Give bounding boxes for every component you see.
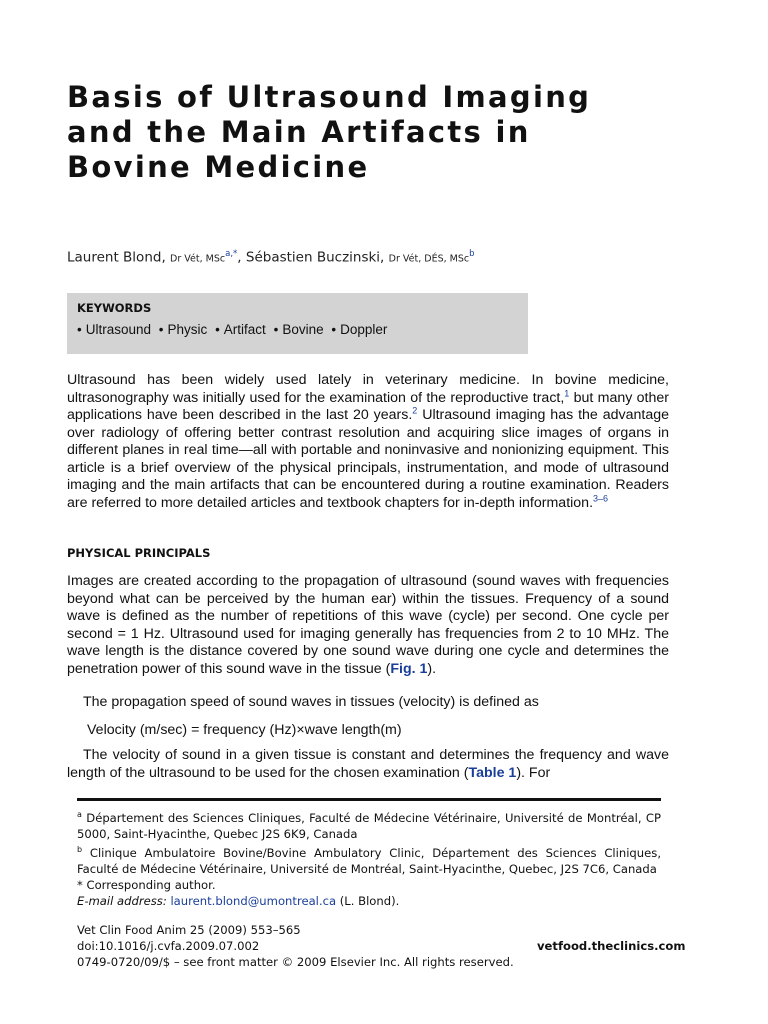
- journal-citation: Vet Clin Food Anim 25 (2009) 553–565: [77, 923, 301, 937]
- keyword-bullet: •: [331, 322, 337, 337]
- email-label: E-mail address:: [77, 893, 167, 908]
- keywords-list: [77, 322, 391, 337]
- footnote-a-mark: a: [77, 810, 82, 819]
- keyword-item: Artifact: [223, 322, 266, 337]
- footnote-b: [77, 842, 661, 877]
- copyright: 0749-0720/09/$ – see front matter © 2009 Elsevier Inc. All rights reserved.: [77, 955, 514, 969]
- journal-website[interactable]: vetfood.theclinics.com: [537, 939, 686, 953]
- keyword-item: Ultrasound: [85, 322, 152, 337]
- intro-text-2: but many other applications have been described in the last 20 years.: [67, 389, 669, 423]
- author-name-1: Laurent Blond,: [67, 249, 166, 266]
- author-degrees-2: Dr Vét, DÉS, MSc: [388, 253, 470, 265]
- physical-text-3-end: ). For: [516, 764, 551, 781]
- physical-text-1-end: ).: [427, 660, 437, 677]
- figure-1-link[interactable]: Fig. 1: [390, 660, 428, 677]
- velocity-formula: Velocity (m/sec) = frequency (Hz)×wave length(m): [87, 722, 402, 738]
- author-affiliation-marks-1[interactable]: a,*: [225, 249, 238, 259]
- physical-paragraph-1: [67, 573, 669, 678]
- footnote-a: [77, 807, 661, 842]
- physical-paragraph-3: [67, 747, 669, 782]
- doi[interactable]: doi:10.1016/j.cvfa.2009.07.002: [77, 939, 260, 953]
- keywords-heading: KEYWORDS: [77, 301, 152, 315]
- keyword-item: Bovine: [282, 322, 324, 337]
- keyword-item: Physic: [167, 322, 208, 337]
- intro-paragraph: [67, 372, 669, 512]
- author-name-2: Sébastien Buczinski,: [245, 249, 385, 266]
- footnote-b-mark: b: [77, 844, 83, 854]
- physical-paragraph-2: The propagation speed of sound waves in tissues (velocity) is defined as: [83, 694, 539, 710]
- footnote-a-text: Département des Sciences Cliniques, Faculté de Médecine Vétérinaire, Université de Montréal, CP 5000, Saint-Hyacinthe, Quebec J2S 6K9, Canada: [77, 810, 661, 841]
- citation-link-1[interactable]: 1: [564, 387, 570, 398]
- footnotes: [77, 807, 661, 909]
- intro-text-3: Ultrasound imaging has the advantage over radiology of offering better contrast resolution and acquiring slice images of organs in different planes in real time—all with portable and noninvasive and nonionizing equipment. This article is a brief overview of the physical principals, instrumentation, and mode of ultrasound imaging and the main artifacts that can be encountered during a routine examination. Readers are referred to more detailed articles and textbook chapters for in-depth information.: [67, 407, 669, 511]
- email-link[interactable]: laurent.blond@umontreal.ca: [170, 893, 337, 908]
- keywords-box: [67, 293, 528, 354]
- section-heading: PHYSICAL PRINCIPALS: [67, 546, 211, 560]
- keyword-item: Doppler: [340, 322, 388, 337]
- author-line: Laurent Blond, Dr Vét, MSc$^{a,*}$, Sébastien Buczinski, Dr Vét, DÉS, MSc$^b$: [67, 249, 475, 266]
- footnote-b-text: Clinique Ambulatoire Bovine/Bovine Ambulatory Clinic, Département des Sciences Cliniques, Faculté de Médecine Vétérinaire, Université de Montréal, Saint-Hyacinthe, Quebec, J2S 7C6, Canada: [77, 845, 661, 876]
- email-suffix: (L. Blond).: [336, 893, 400, 908]
- citation-link-2[interactable]: 2: [412, 405, 418, 416]
- table-1-link[interactable]: Table 1: [468, 764, 517, 781]
- footnote-divider: [77, 798, 661, 801]
- journal-info: [77, 922, 514, 970]
- keyword-bullet: •: [273, 322, 279, 337]
- corresponding-author: * Corresponding author.: [77, 877, 216, 892]
- physical-text-1: Images are created according to the propagation of ultrasound (sound waves with frequencies beyond what can be perceived by the human ear) within the tissues. Frequency of a sound wave is defined as the number of repetitions of this wave (cycle) per second. One cycle per second = 1 Hz. Ultrasound used for imaging generally has frequencies from 2 to 10 MHz. The wave length is the distance covered by one sound wave during one cycle and determines the penetration power of this sound wave in the tissue (: [67, 573, 669, 677]
- keyword-bullet: •: [215, 322, 220, 337]
- author-affiliation-marks-2[interactable]: b: [469, 249, 475, 259]
- author-degrees-1: Dr Vét, MSc: [170, 253, 226, 265]
- email-line: [77, 893, 661, 909]
- keyword-bullet: •: [77, 322, 82, 337]
- citation-link-3-6[interactable]: 3–6: [593, 492, 609, 503]
- intro-text-1: Ultrasound has been widely used lately in veterinary medicine. In bovine medicine, ultrasonography was initially used for the examination of the reproductive tract,: [67, 372, 669, 406]
- keyword-bullet: •: [158, 322, 164, 337]
- physical-text-3: The velocity of sound in a given tissue is constant and determines the frequency and wave length of the ultrasound to be used for the chosen examination (: [67, 747, 669, 781]
- article-title: Basis of Ultrasound Imaging and the Main Artifacts in Bovine Medicine: [67, 80, 592, 184]
